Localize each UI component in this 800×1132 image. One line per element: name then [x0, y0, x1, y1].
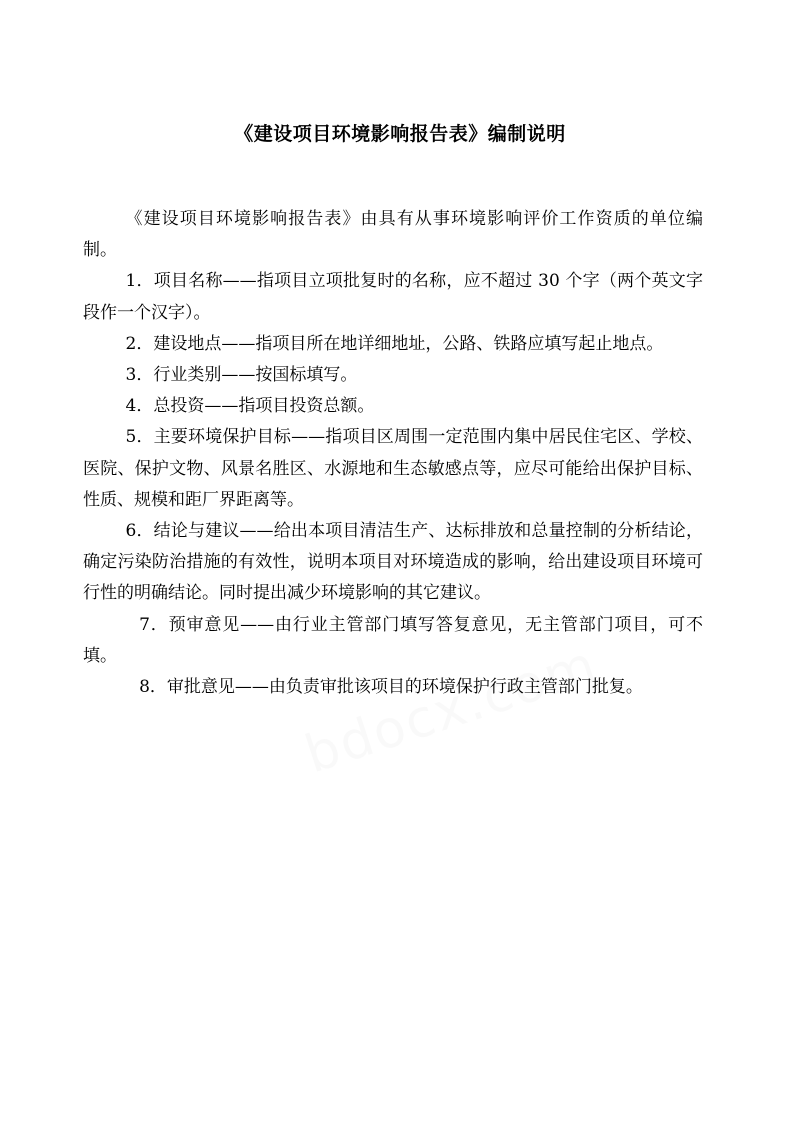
item-total-investment: 4．总投资——指项目投资总额。 [125, 396, 375, 417]
item-pre-review-opinion: 7．预审意见——由行业主管部门填写答复意见，无主管部门项目，可不填。 [83, 614, 703, 666]
item-project-name: 1．项目名称——指项目立项批复时的名称，应不超过 30 个字（两个英文字段作一个汉字）。 [83, 271, 703, 323]
intro-paragraph: 《建设项目环境影响报告表》由具有从事环境影响评价工作资质的单位编制。 [83, 209, 703, 261]
item-conclusions: 6．结论与建议——给出本项目清洁生产、达标排放和总量控制的分析结论，确定污染防治措施的有效性，说明本项目对环境造成的影响，给出建设项目环境可行性的明确结论。同时提出减少环境影响的其它建议。 [83, 521, 703, 604]
item-protection-targets: 5．主要环境保护目标——指项目区周围一定范围内集中居民住宅区、学校、医院、保护文物、风景名胜区、水源地和生态敏感点等，应尽可能给出保护目标、性质、规模和距厂界距离等。 [83, 427, 703, 510]
item-approval-opinion: 8．审批意见——由负责审批该项目的环境保护行政主管部门批复。 [139, 677, 643, 698]
item-industry-category: 3．行业类别——按国标填写。 [125, 365, 358, 386]
document-body [83, 204, 703, 703]
document-title: 《建设项目环境影响报告表》编制说明 [234, 123, 566, 145]
item-construction-site: 2．建设地点——指项目所在地详细地址，公路、铁路应填写起止地点。 [125, 333, 664, 354]
